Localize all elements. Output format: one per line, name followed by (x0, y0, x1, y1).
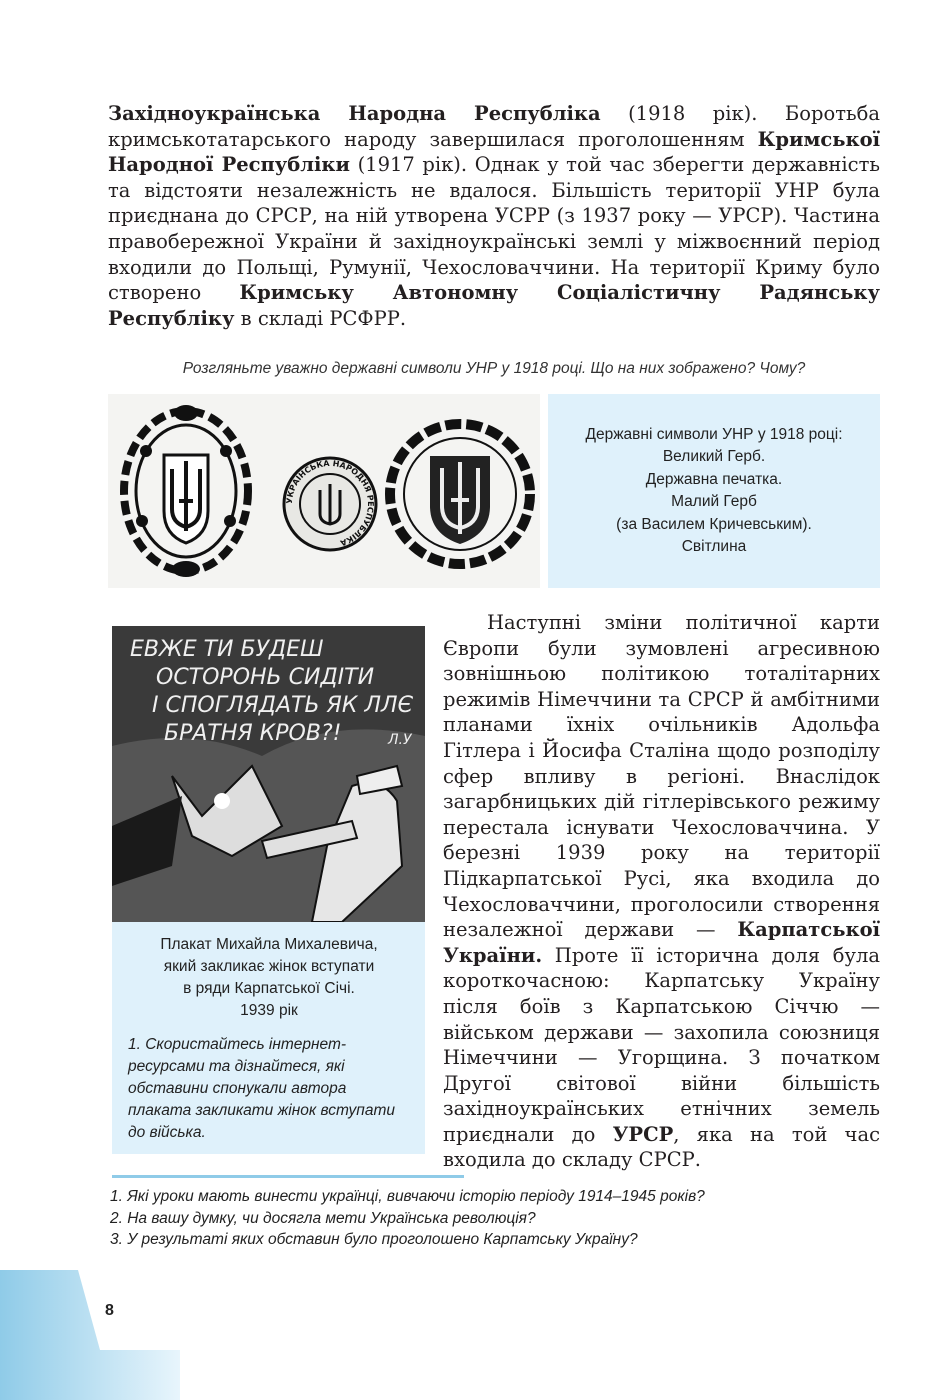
intro-paragraph (108, 101, 880, 331)
page-corner-decoration (0, 1270, 952, 1400)
intro-part: Кримської Народної Республіки (108, 127, 880, 177)
page-number: 8 (105, 1302, 114, 1319)
poster-signature: Л.У (388, 732, 412, 748)
poster-text-line: ОСТОРОНЬ СИДІТИ (156, 665, 375, 690)
poster-text-line: І СПОГЛЯДАТЬ ЯК ЛЛЄ (152, 693, 413, 718)
state-seal-icon (284, 458, 376, 550)
intro-part: в складі РСФРР. (234, 306, 407, 330)
coat-of-arms-illustration (108, 394, 540, 588)
main-part: Карпатської України. (443, 918, 880, 967)
small-coat-of-arms-icon (390, 424, 530, 564)
intro-part: Кримську Автономну Соціалістичну Радянську Республіку (108, 281, 880, 330)
caption-line: Світлина (681, 538, 747, 555)
caption-line: Державна печатка. (645, 470, 783, 488)
carpathian-poster-image (112, 626, 425, 922)
caption-line: (за Василем Кричевським). (616, 515, 812, 533)
poster-task: 1. Скористайтесь інтернет-ресурсами та дізнайтеся, які обставини спонукали автора плаката закликати жінок вступати до війська. (128, 1036, 395, 1141)
question-item: 1. Які уроки мають винести українці, вивчаючи історію періоду 1914–1945 років? (110, 1188, 705, 1205)
question-item: 3. У результаті яких обставин було проголошено Карпатську Україну? (110, 1231, 638, 1248)
intro-part: Західноукраїнська Народна Республіка (108, 102, 601, 125)
symbols-caption (548, 394, 880, 588)
symbols-question: Розгляньте уважно державні символи УНР у 1918 році. Що на них зображено? Чому? (182, 360, 806, 377)
main-part: Наступні зміни політичної карти Європи були зумовлені агресивною зовнішньою політикою тоталітарних режимів Німеччини та СРСР й амбітними планами їхніх очільників Адольфа Гітлера і Йосифа Сталіна щодо розподілу сфер впливу в регіоні. Внаслідок загарбницьких дій гітлерівського режиму перестала існувати Чехословаччина. У березні 1939 року на території Підкарпатської Русі, яка входила до Чехословаччини, проголосили створення незалежної держави — (443, 611, 880, 942)
seal-text: УКРАЇНСЬКА НАРОДНЯ РЕСПУБЛІКА (284, 458, 376, 548)
caption-line: в ряди Карпатської Січі. (183, 980, 355, 997)
main-part: , яка на той час входила до складу СРСР. (443, 1122, 880, 1172)
caption-line: 1939 рік (240, 1002, 298, 1019)
poster-text-line: ЕВЖЕ ТИ БУДЕШ (130, 637, 324, 662)
caption-line: Державні символи УНР у 1918 році: (585, 425, 843, 443)
caption-line: який закликає жінок вступати (163, 958, 375, 975)
poster-text-line: БРАТНЯ КРОВ?! (164, 721, 342, 746)
review-questions (110, 1186, 890, 1251)
main-part: УРСР (612, 1122, 674, 1146)
main-text (443, 610, 880, 1173)
poster-illustration (112, 626, 425, 922)
great-coat-of-arms-icon (124, 405, 248, 577)
poster-caption (124, 934, 414, 1022)
intro-part: (1917 рік). Однак у той час зберегти державність та відстояти незалежність не вдалося. Більшість території УНР була приєднана до СРСР, на ній утворена УСРР (з 1937 року — УРСР). Частина правобережної України й західноукраїнські землі у міжвоєнний період входили до Польщі, Румунії, Чехословаччини. На території Криму було створено (108, 153, 880, 305)
main-part: Проте її історична доля була короткочасною: Карпатську Україну після боїв з Карпатською Січчю — військом держави — захопила союзниця Німеччини — Угорщина. З початком Другої світової війни більшість західноукраїнських етнічних земель приєднали до (443, 943, 880, 1146)
section-divider (112, 1175, 464, 1178)
caption-line: Великий Герб. (662, 448, 766, 465)
caption-line: Малий Герб (671, 493, 757, 510)
main-paragraph (443, 610, 880, 1173)
poster-box (112, 626, 425, 1154)
unr-symbols-image (108, 394, 540, 588)
caption-line: Плакат Михайла Михалевича, (160, 936, 378, 953)
intro-part: (1918 рік). Боротьба кримськотатарського народу завершилася проголошенням (108, 102, 880, 151)
question-item: 2. На вашу думку, чи досягла мети Українська революція? (110, 1209, 536, 1227)
intro-text (108, 101, 880, 331)
